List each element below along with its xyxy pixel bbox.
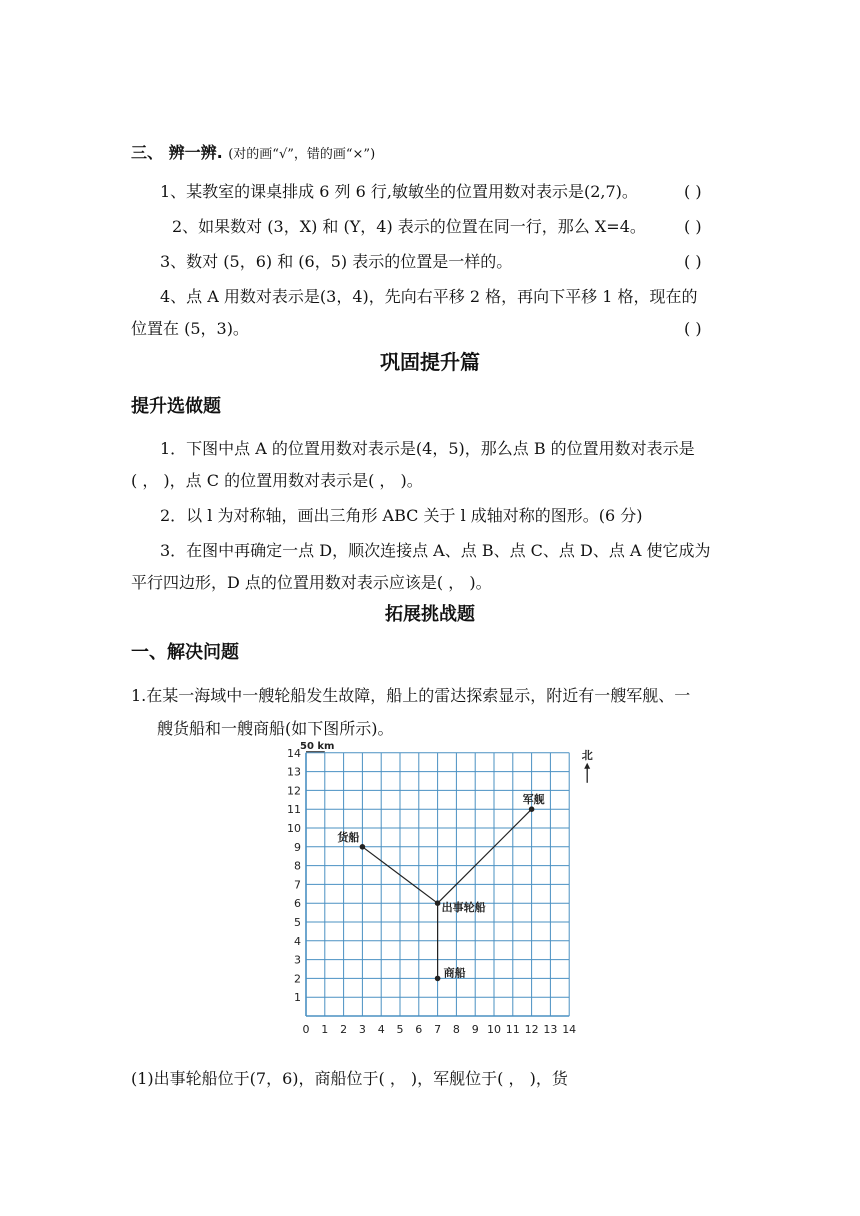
- judge-item-4-cont: 位置在 (5，3)。: [131, 319, 249, 338]
- judge-answer-3[interactable]: ( ): [684, 252, 702, 271]
- ship-point: [529, 806, 535, 812]
- section-3-note: (对的画“√”，错的画“×”): [228, 147, 376, 162]
- challenge-section-heading: 一、解决问题: [131, 642, 239, 663]
- y-tick-label: 12: [287, 784, 301, 798]
- y-tick-label: 3: [294, 953, 301, 967]
- ship-point: [435, 976, 441, 982]
- judge-item-1: 1、某教室的课桌排成 6 列 6 行,敏敏坐的位置用数对表示是(2,7)。: [160, 182, 638, 201]
- judge-answer-4[interactable]: ( ): [684, 319, 702, 338]
- challenge-title: 拓展挑战题: [385, 604, 475, 625]
- y-tick-label: 10: [287, 822, 301, 835]
- judge-item-2: 2、如果数对 (3，X) 和 (Y，4) 表示的位置在同一行，那么 X=4。: [172, 217, 646, 236]
- judge-answer-1[interactable]: ( ): [684, 182, 702, 201]
- x-tick-label: 2: [340, 1023, 348, 1036]
- y-tick-label: 6: [294, 897, 301, 911]
- ship-label: 商船: [443, 966, 466, 980]
- judge-item-4: 4、点 A 用数对表示是(3，4)，先向右平移 2 格，再向下平移 1 格，现在的: [160, 287, 698, 306]
- x-tick-label: 5: [396, 1023, 404, 1036]
- x-tick-label: 11: [505, 1023, 520, 1036]
- consolidate-q1-line2: ( ， )，点 C 的位置用数对表示是( ， )。: [131, 471, 423, 490]
- ship-label: 军舰: [522, 793, 545, 807]
- x-tick-label: 12: [524, 1023, 539, 1036]
- x-tick-label: 4: [377, 1023, 385, 1036]
- y-tick-label: 7: [294, 878, 301, 892]
- y-tick-label: 8: [294, 859, 301, 873]
- y-tick-label: 4: [294, 934, 301, 948]
- problem-1-line1: 1.在某一海域中一艘轮船发生故障，船上的雷达探索显示，附近有一艘军舰、一: [131, 686, 691, 705]
- ship-route-segment: [438, 809, 532, 903]
- y-tick-label: 1: [294, 991, 301, 1005]
- y-tick-label: 2: [294, 972, 301, 986]
- y-tick-label: 5: [294, 916, 301, 929]
- north-arrow-icon: [584, 763, 590, 769]
- x-tick-label: 0: [302, 1023, 310, 1036]
- x-tick-label: 9: [471, 1023, 479, 1036]
- consolidate-subtitle: 提升选做题: [131, 396, 221, 417]
- y-tick-label: 13: [287, 765, 301, 779]
- y-tick-label: 9: [294, 840, 301, 854]
- problem-1-sub1: (1)出事轮船位于(7，6)，商船位于( ， )，军舰位于( ， )，货: [131, 1069, 568, 1088]
- ship-point: [435, 900, 441, 906]
- north-label: 北: [581, 748, 593, 762]
- y-tick-label: 11: [287, 803, 301, 817]
- y-tick-label: 14: [287, 746, 301, 760]
- ship-label: 货船: [337, 830, 360, 844]
- x-tick-label: 8: [452, 1023, 460, 1036]
- x-tick-label: 13: [543, 1023, 558, 1036]
- x-tick-label: 3: [358, 1023, 366, 1036]
- ship-label: 出事轮船: [441, 901, 486, 915]
- x-tick-label: 1: [321, 1023, 329, 1036]
- consolidate-q2: 2．以 l 为对称轴，画出三角形 ABC 关于 l 成轴对称的图形。(6 分): [160, 506, 643, 525]
- x-tick-label: 14: [562, 1023, 577, 1036]
- coordinate-grid-chart: [280, 740, 593, 1054]
- section-3-title: 三、 辨一辨.: [131, 143, 223, 162]
- grid-svg: [280, 740, 593, 1054]
- problem-1-line2: 艘货船和一艘商船(如下图所示)。: [157, 719, 394, 738]
- x-tick-label: 10: [487, 1023, 501, 1036]
- consolidate-q3-line2: 平行四边形，D 点的位置用数对表示应该是( ， )。: [131, 573, 492, 592]
- x-tick-label: 6: [415, 1023, 423, 1036]
- judge-answer-2[interactable]: ( ): [684, 217, 702, 236]
- scale-label: 50 km: [300, 740, 335, 752]
- section-3-heading: [131, 142, 375, 166]
- judge-item-3: 3、数对 (5，6) 和 (6，5) 表示的位置是一样的。: [160, 252, 513, 271]
- consolidate-q1-line1: 1．下图中点 A 的位置用数对表示是(4，5)，那么点 B 的位置用数对表示是: [160, 439, 695, 458]
- consolidate-q3-line1: 3．在图中再确定一点 D，顺次连接点 A、点 B、点 C、点 D、点 A 使它成为: [160, 541, 711, 560]
- ship-point: [360, 844, 366, 850]
- x-tick-label: 7: [434, 1023, 442, 1036]
- consolidate-title: 巩固提升篇: [380, 350, 480, 374]
